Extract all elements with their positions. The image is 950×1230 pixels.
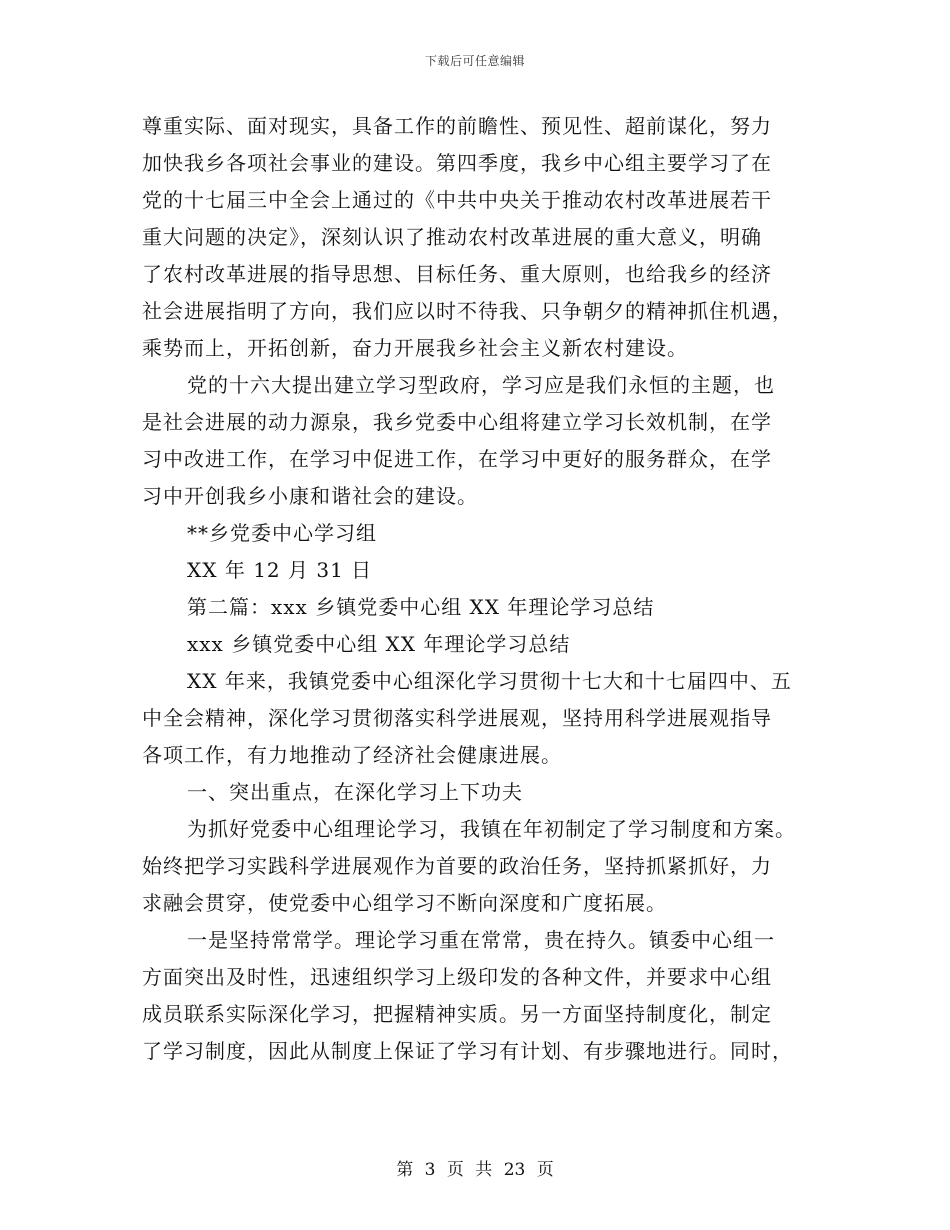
signature-org: **乡党委中心学习组 [187, 521, 377, 545]
text-line: 加快我乡各项社会事业的建设。第四季度，我乡中心组主要学习了在 [142, 151, 772, 175]
section-heading: 第二篇：xxx 乡镇党委中心组 XX 年理论学习总结 [187, 595, 655, 619]
page-header: 下载后可任意编辑 [424, 54, 525, 68]
text-line: 习中开创我乡小康和谐社会的建设。 [142, 484, 478, 508]
text-line: 中全会精神，深化学习贯彻落实科学进展观，坚持用科学进展观指导 [142, 706, 772, 730]
paragraph-start-line: 党的十六大提出建立学习型政府，学习应是我们永恒的主题，也 [187, 373, 775, 397]
article-title: xxx 乡镇党委中心组 XX 年理论学习总结 [187, 632, 571, 656]
text-line: 是社会进展的动力源泉，我乡党委中心组将建立学习长效机制，在学 [142, 410, 772, 434]
text-line: 成员联系实际深化学习，把握精神实质。另一方面坚持制度化，制定 [142, 1002, 772, 1026]
document-body [142, 108, 812, 1070]
text-line: 求融会贯穿，使党委中心组学习不断向深度和广度拓展。 [142, 891, 667, 915]
text-line: 社会进展指明了方向，我们应以时不待我、只争朝夕的精神抓住机遇， [142, 299, 793, 323]
text-line: 重大问题的决定》，深刻认识了推动农村改革进展的重大意义，明确 [142, 225, 762, 249]
text-line: 了农村改革进展的指导思想、目标任务、重大原则，也给我乡的经济 [142, 262, 772, 286]
text-line: 尊重实际、面对现实，具备工作的前瞻性、预见性、超前谋化，努力 [142, 114, 772, 138]
text-line: 党的十七届三中全会上通过的《中共中央关于推动农村改革进展若干 [142, 188, 772, 212]
paragraph-start-line: 一是坚持常常学。理论学习重在常常，贵在持久。镇委中心组一 [187, 928, 775, 952]
text-line: 乘势而上，开拓创新，奋力开展我乡社会主义新农村建设。 [142, 336, 688, 360]
signature-date: XX 年 12 月 31 日 [187, 558, 373, 582]
text-line: 习中改进工作，在学习中促进工作，在学习中更好的服务群众，在学 [142, 447, 772, 471]
text-line: 方面突出及时性，迅速组织学习上级印发的各种文件，并要求中心组 [142, 965, 772, 989]
text-line: 了学习制度，因此从制度上保证了学习有计划、有步骤地进行。同时， [142, 1039, 793, 1063]
text-line: 始终把学习实践科学进展观作为首要的政治任务，坚持抓紧抓好，力 [142, 854, 772, 878]
page-number: 第 3 页 共 23 页 [396, 1160, 554, 1180]
text-line: 各项工作，有力地推动了经济社会健康进展。 [142, 743, 562, 767]
subsection-heading: 一、突出重点，在深化学习上下功夫 [187, 780, 523, 804]
paragraph-start-line: XX 年来，我镇党委中心组深化学习贯彻十七大和十七届四中、五 [187, 669, 792, 693]
paragraph-start-line: 为抓好党委中心组理论学习，我镇在年初制定了学习制度和方案。 [187, 817, 796, 841]
